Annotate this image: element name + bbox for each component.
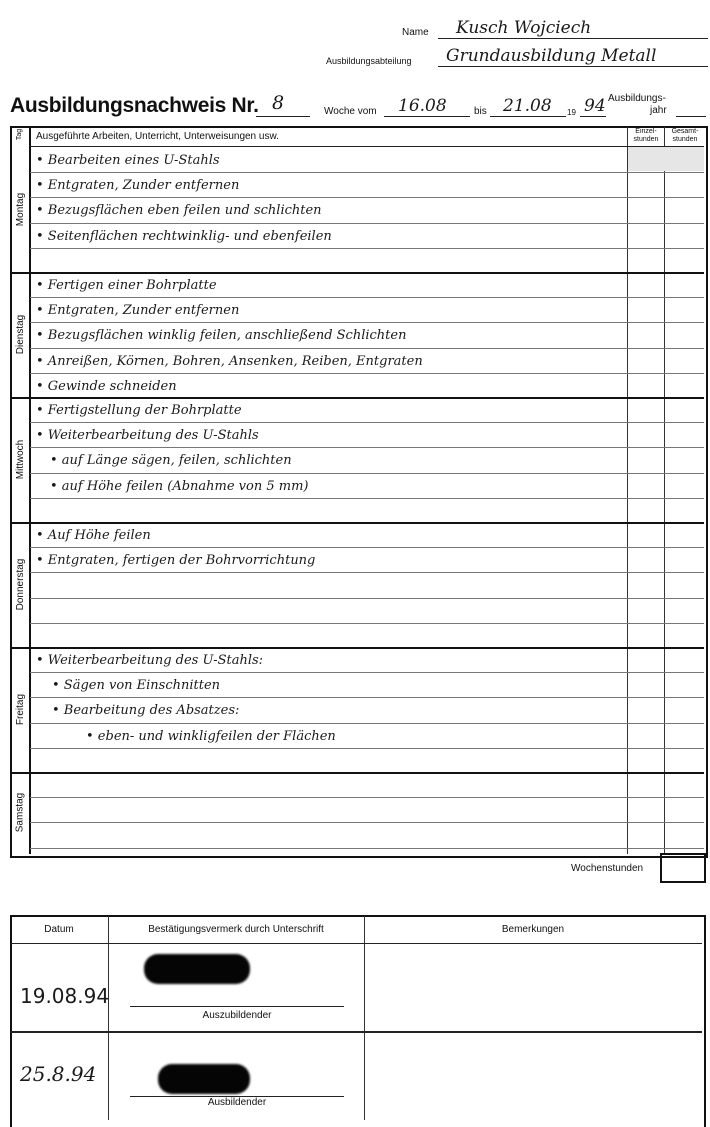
ruled-line [30,822,704,823]
training-year-underline [676,116,706,117]
confirmation-date-2: 25.8.94 [20,1062,97,1086]
day-entry: • Entgraten, Zunder entfernen [36,303,240,318]
day-label-montag: Montag [14,192,26,226]
week-to-underline [490,116,566,117]
header-work: Ausgeführte Arbeiten, Unterricht, Unterweisungen usw. [36,131,279,142]
ruled-line [30,172,704,173]
year-prefix: 19 [567,108,576,117]
year-underline [580,116,606,117]
confirmation-date-1: 19.08.94 [20,984,110,1008]
day-entry: • Fertigstellung der Bohrplatte [36,403,242,418]
day-separator [11,397,704,399]
week-from-underline [384,116,470,117]
day-entry: • Entgraten, fertigen der Bohrvorrichtung [36,553,316,568]
ruled-line [30,248,704,249]
day-entry: • auf Höhe feilen (Abnahme von 5 mm) [50,479,309,494]
signature-line-1 [130,1006,344,1007]
day-entry: • auf Länge sägen, feilen, schlichten [50,453,292,468]
week-from-value: 16.08 [398,96,447,116]
department-value: Grundausbildung Metall [446,46,657,66]
signature-role-1: Auszubildender [202,1010,272,1021]
day-entry: • Auf Höhe feilen [36,528,151,543]
day-label-samstag: Samstag [14,792,26,833]
day-column-divider [29,127,31,854]
day-entry: • Gewinde schneiden [36,379,177,394]
year-value: 94 [584,96,606,116]
ruled-line [30,197,704,198]
week-to-label: bis [474,106,487,117]
header-date: Datum [44,924,74,935]
ruled-line [30,348,704,349]
ruled-line [30,297,704,298]
signature-redaction-1 [144,954,250,984]
day-label-donnerstag: Donnerstag [14,558,26,610]
ruled-line [30,473,704,474]
ruled-line [30,373,704,374]
date-divider [108,916,109,1120]
ruled-line [30,572,704,573]
day-entry: • eben- und winkligfeilen der Flächen [86,729,336,744]
week-hours-box[interactable] [660,853,706,883]
training-year-label-1: Ausbildungs- [608,93,666,104]
day-entry: • Bearbeitung des Absatzes: [52,703,240,718]
day-entry: • Anreißen, Körnen, Bohren, Ansenken, Reiben, Entgraten [36,354,423,369]
day-entry: • Seitenflächen rechtwinklig- und ebenfeilen [36,229,332,244]
day-label-dienstag: Dienstag [14,314,26,354]
day-separator [11,272,704,274]
signature-redaction-2 [158,1064,250,1094]
header-total-hours-2: stunden [672,136,698,143]
number-underline [256,116,310,117]
name-underline [438,38,708,39]
name-label: Name [402,27,429,38]
week-to-value: 21.08 [503,96,552,116]
day-entry: • Bezugsflächen winklig feilen, anschließend Schlichten [36,328,407,343]
signature-role-2: Ausbildender [207,1097,267,1108]
header-single-hours-1: Einzel- [635,128,657,135]
hours-shaded-cell [628,147,704,171]
ruled-line [30,223,704,224]
day-entry: • Weiterbearbeitung des U-Stahls [36,428,259,443]
ruled-line [30,723,704,724]
single-hours-divider [627,127,628,854]
day-separator [11,772,704,774]
day-entry: • Fertigen einer Bohrplatte [36,278,217,293]
confirmation-table [10,915,706,1127]
ruled-line [30,547,704,548]
ruled-line [30,623,704,624]
report-number: 8 [272,92,285,114]
ruled-line [30,848,704,849]
ruled-line [30,748,704,749]
day-entry: • Entgraten, Zunder entfernen [36,178,240,193]
confirmation-header-divider [11,943,702,944]
ruled-line [30,447,704,448]
day-entry: • Bearbeiten eines U-Stahls [36,153,220,168]
day-separator [11,522,704,524]
ruled-line [30,422,704,423]
header-total-hours-1: Gesamt- [671,128,699,135]
ruled-line [30,322,704,323]
total-hours-divider [664,127,665,854]
header-divider [30,146,704,147]
page-title: Ausbildungsnachweis Nr. [10,94,259,117]
name-value: Kusch Wojciech [456,18,592,38]
training-year-label-2: jahr [650,105,667,116]
header-day: Tag [16,128,24,141]
header-remarks: Bemerkungen [501,924,565,935]
day-separator [11,647,704,649]
signature-divider [364,916,365,1120]
week-hours-label: Wochenstunden [571,863,644,874]
ruled-line [30,498,704,499]
department-label: Ausbildungsabteilung [326,56,412,66]
ruled-line [30,672,704,673]
ruled-line [30,697,704,698]
day-entry: • Weiterbearbeitung des U-Stahls: [36,653,264,668]
day-label-freitag: Freitag [14,693,26,725]
header-single-hours-2: stunden [633,136,659,143]
day-entry: • Bezugsflächen eben feilen und schlichten [36,203,322,218]
department-underline [438,66,708,67]
ruled-line [30,598,704,599]
ruled-line [30,797,704,798]
confirmation-row-divider [11,1031,702,1033]
day-entry: • Sägen von Einschnitten [52,678,221,693]
week-from-label: Woche vom [324,106,377,117]
header-signature: Bestätigungsvermerk durch Unterschrift [148,924,324,935]
day-label-mittwoch: Mittwoch [14,439,26,479]
